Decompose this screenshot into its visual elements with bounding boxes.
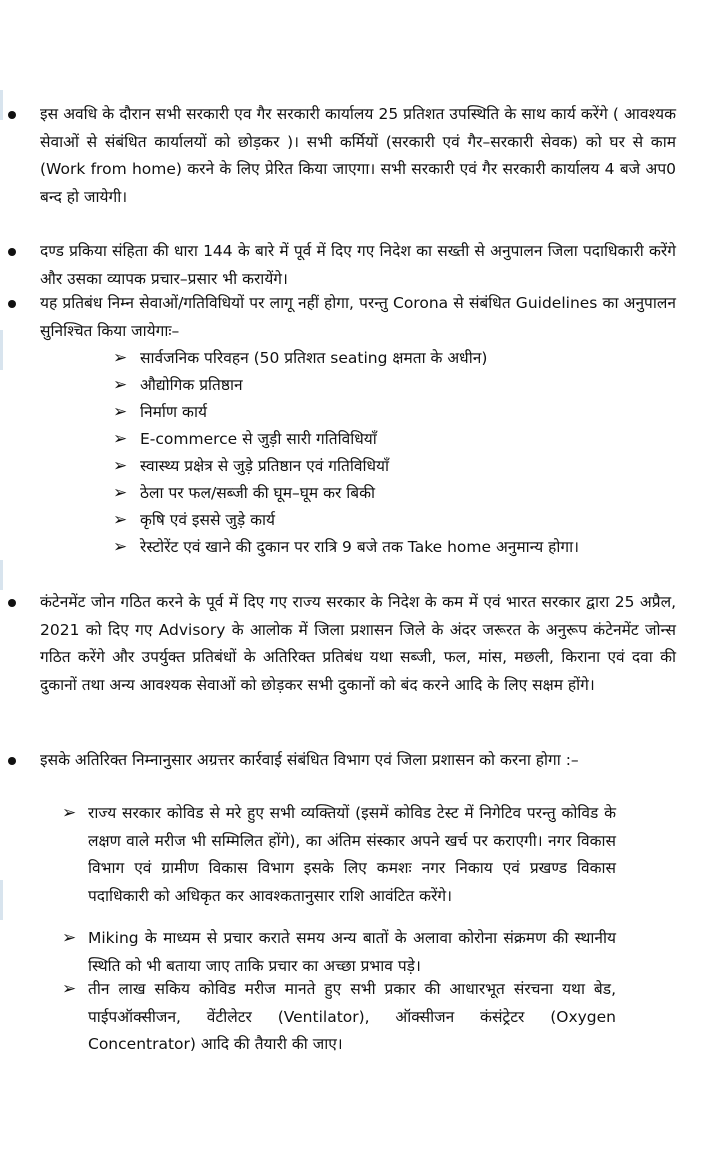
exempt-item-health: स्वास्थ्य प्रक्षेत्र से जुड़े प्रतिष्ठान एवं गतिविधियाँ (140, 457, 390, 475)
arrow-bullet-icon: ➢ (113, 483, 128, 503)
paragraph-office-attendance: इस अवधि के दौरान सभी सरकारी एव गैर सरकारी कार्यालय 25 प्रतिशत उपस्थिति के साथ कार्य करेंगे ( आवश्यक सेवाओं से संबंधित कार्यालयों को छोड़कर )। सभी कर्मियों (सरकारी एवं गैर–सरकारी सेवक) को घर से काम (Work from home) करने के लिए प्रेरित किया जाएगा। सभी सरकारी एवं गैर सरकारी कार्यालय 4 बजे अप0 बन्द हो जायेगी। (40, 105, 676, 206)
bullet-dot (8, 111, 16, 119)
paragraph-exempted-services: यह प्रतिबंध निम्न सेवाओं/गतिविधियों पर लागू नहीं होगा, परन्तु Corona से संबंधित Guidelines का अनुपालन सुनिश्चित किया जायेगाः– (40, 294, 676, 340)
arrow-bullet-icon: ➢ (62, 979, 77, 999)
scan-edge-mark (0, 560, 3, 590)
paragraph-further-action: इसके अतिरिक्त निम्नानुसार अग्रत्तर कार्रवाई संबंधित विभाग एवं जिला प्रशासन को करना होगा :– (40, 751, 579, 769)
arrow-bullet-icon: ➢ (113, 402, 128, 422)
bullet-dot (8, 300, 16, 308)
arrow-bullet-icon: ➢ (62, 803, 77, 823)
arrow-bullet-icon: ➢ (113, 510, 128, 530)
action-item-infrastructure: तीन लाख सकिय कोविड मरीज मानते हुए सभी प्रकार की आधारभूत संरचना यथा बेड, पाईपऑक्सीजन, वेंटीलेटर (Ventilator), ऑक्सीजन कंसंट्रेटर (Oxygen Concentrator) आदि की तैयारी की जाए। (88, 980, 616, 1053)
exempt-item-construction: निर्माण कार्य (140, 403, 207, 421)
action-item-miking: Miking के माध्यम से प्रचार कराते समय अन्य बातों के अलावा कोरोना संक्रमण की स्थानीय स्थिति को भी बताया जाए ताकि प्रचार का अच्छा प्रभाव पड़े। (88, 929, 616, 975)
arrow-bullet-icon: ➢ (62, 928, 77, 948)
bullet-dot (8, 757, 16, 765)
arrow-bullet-icon: ➢ (113, 537, 128, 557)
scan-edge-mark (0, 90, 3, 120)
exempt-item-restaurant: रेस्टोरेंट एवं खाने की दुकान पर रात्रि 9 बजे तक Take home अनुमान्य होगा। (140, 538, 580, 556)
exempt-item-street-vendors: ठेला पर फल/सब्जी की घूम–घूम कर बिकी (140, 484, 376, 502)
exempt-item-agriculture: कृषि एवं इससे जुड़े कार्य (140, 511, 276, 529)
arrow-bullet-icon: ➢ (113, 429, 128, 449)
exempt-item-public-transport: सार्वजनिक परिवहन (50 प्रतिशत seating क्षमता के अधीन) (140, 349, 488, 367)
arrow-bullet-icon: ➢ (113, 456, 128, 476)
arrow-bullet-icon: ➢ (113, 348, 128, 368)
exempt-item-ecommerce: E-commerce से जुड़ी सारी गतिविधियाँ (140, 430, 377, 448)
paragraph-section-144: दण्ड प्रकिया संहिता की धारा 144 के बारे में पूर्व में दिए गए निदेश का सख्ती से अनुपालन जिला पदाधिकारी करेंगे और उसका व्यापक प्रचार–प्रसार भी करायेंगे। (40, 242, 676, 288)
scan-edge-mark (0, 880, 3, 920)
paragraph-containment-zone: कंटेनमेंट जोन गठित करने के पूर्व में दिए गए राज्य सरकार के निदेश के कम में एवं भारत सरकार द्वारा 25 अप्रैल, 2021 को दिए गए Advisory के आलोक में जिला प्रशासन जिले के अंदर जरूरत के अनुरूप कंटेनमेंट जोन्स गठित करेंगे और उपर्युक्त प्रतिबंधों के अतिरिक्त प्रतिबंध यथा सब्जी, फल, मांस, मछली, किराना एवं दवा की दुकानों तथा अन्य आवश्यक सेवाओं को छोड़कर सभी दुकानों को बंद करने आदि के लिए सक्षम होंगे। (40, 593, 676, 694)
bullet-dot (8, 248, 16, 256)
exempt-item-industrial: औद्योगिक प्रतिष्ठान (140, 376, 243, 394)
scan-edge-mark (0, 330, 3, 370)
arrow-bullet-icon: ➢ (113, 375, 128, 395)
action-item-cremation: राज्य सरकार कोविड से मरे हुए सभी व्यक्तियों (इसमें कोविड टेस्ट में निगेटिव परन्तु कोविड के लक्षण वाले मरीज भी सम्मिलित होंगे), का अंतिम संस्कार अपने खर्च पर कराएगी। नगर विकास विभाग एवं ग्रामीण विकास विभाग इसके लिए कमशः नगर निकाय एवं प्रखण्ड विकास पदाधिकारी को अधिकृत कर आवश्कतानुसार राशि आवंटित करेंगे। (88, 804, 616, 905)
bullet-dot (8, 599, 16, 607)
